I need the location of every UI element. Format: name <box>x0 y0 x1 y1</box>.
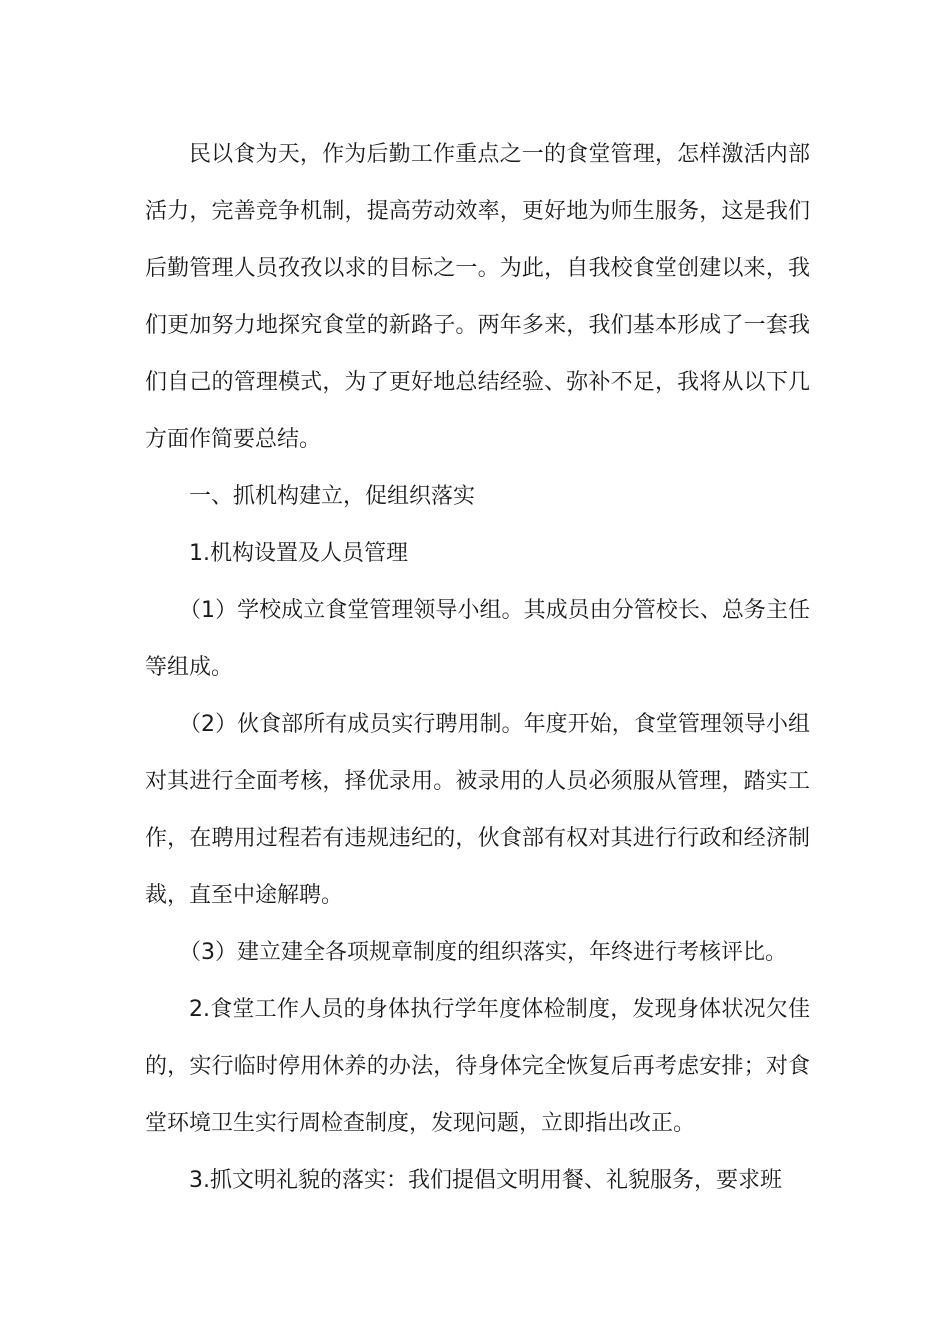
list-item-3: （3）建立建全各项规章制度的组织落实，年终进行考核评比。 <box>179 940 787 965</box>
subsection-heading: 1.机构设置及人员管理 <box>189 541 408 566</box>
numbered-paragraph-3: 3.抓文明礼貌的落实：我们提倡文明用餐、礼貌服务，要求班 <box>189 1168 782 1193</box>
list-item-2: （2）伙食部所有成员实行聘用制。年度开始，食堂管理领导小组对其进行全面考核，择优录用。被录用的人员必须服从管理，踏实工作，在聘用过程若有违规违纪的，伙食部有权对其进行行政和经济制裁，直至中途解聘。 <box>145 712 810 908</box>
numbered-paragraph-2: 2.食堂工作人员的身体执行学年度体检制度，发现身体状况欠佳的，实行临时停用休养的办法，待身体完全恢复后再考虑安排；对食堂环境卫生实行周检查制度，发现问题，立即指出改正。 <box>145 997 810 1136</box>
intro-paragraph: 民以食为天，作为后勤工作重点之一的食堂管理，怎样激活内部活力，完善竞争机制，提高劳动效率，更好地为师生服务，这是我们后勤管理人员孜孜以求的目标之一。为此，自我校食堂创建以来，我们更加努力地探究食堂的新路子。两年多来，我们基本形成了一套我们自己的管理模式，为了更好地总结经验、弥补不足，我将从以下几方面作简要总结。 <box>145 142 810 452</box>
list-item-1: （1）学校成立食堂管理领导小组。其成员由分管校长、总务主任等组成。 <box>145 598 810 680</box>
document-body <box>145 126 810 1209</box>
section-heading: 一、抓机构建立，促组织落实 <box>189 484 476 509</box>
